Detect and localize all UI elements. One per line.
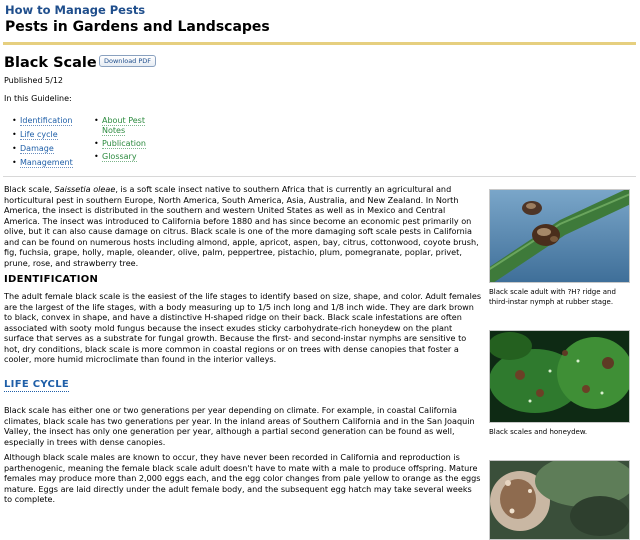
photo-caption-2: Black scales and honeydew. — [489, 428, 588, 436]
bullet-icon: • — [12, 158, 17, 167]
toc-link-identification[interactable]: Identification — [20, 116, 73, 125]
toc-link-management[interactable]: Management — [20, 158, 73, 167]
identification-paragraph: The adult female black scale is the easiest of the life stages to identify based on size, shape, and color. Adult females are the largest of the life stages, with a body measuring up to 1/5 inch long and 1/8 inch wide. They are dark brown to black, convex in shape, and have a distinctive H-shaped ridge on their back. Black scale infestations are often associated with sooty mold fungus because the insect exudes sticky carbohydrate-rich honeydew on the plant surface that serves as a substrate for fungal growth. Because the first- and second-instar nymphs are sensitive to hot, dry conditions, black scale is more common in coastal regions or on trees with dense canopies that foster a cooler, more humid microclimate than found in the interior valleys. — [4, 291, 482, 364]
toc-link-life-cycle[interactable]: Life cycle — [20, 130, 58, 139]
species-name: Saissetia oleae — [54, 184, 116, 194]
toc-item-identification — [12, 116, 92, 126]
honeydew-leaves-photo[interactable] — [489, 330, 630, 423]
site-header — [5, 3, 635, 36]
toc-item-glossary — [94, 152, 164, 162]
bullet-icon: • — [94, 139, 99, 148]
content-divider — [3, 176, 636, 177]
toc-link-about-line2: Notes — [102, 126, 126, 135]
bullet-icon: • — [12, 130, 17, 139]
breadcrumb[interactable]: How to Manage Pests — [5, 3, 146, 17]
intro-before: Black scale, — [4, 184, 55, 194]
toc-item-about-pest-notes — [94, 116, 164, 136]
section-title: Pests in Gardens and Landscapes — [5, 19, 270, 35]
toc-link-about-line1: About Pest — [102, 116, 145, 125]
toc-item-publication — [94, 139, 164, 149]
guideline-toc-left — [12, 116, 92, 172]
toc-item-life-cycle — [12, 130, 92, 140]
photo-caption-1: Black scale adult with ?H? ridge and third-instar nymph at rubber stage. — [489, 288, 616, 306]
bullet-icon: • — [12, 144, 17, 153]
toc-link-glossary[interactable]: Glossary — [102, 152, 137, 161]
intro-paragraph — [4, 184, 482, 268]
black-scale-twig-photo[interactable] — [489, 189, 630, 283]
bullet-icon: • — [94, 152, 99, 161]
photo-figure-3 — [489, 460, 630, 540]
toc-link-publication[interactable]: Publication — [102, 139, 146, 148]
download-pdf-button[interactable]: Download PDF — [99, 55, 156, 67]
life-cycle-paragraph-2: Although black scale males are known to occur, they have never been recorded in California and reproduction is parthenogenic, meaning the female black scale adult doesn't have to mate with a male to produce offspring. Mature females may produce more than 2,000 eggs each, and the egg color changes from pale yellow to orange as the eggs mature. Eggs are laid directly under the adult female body, and the subsequent egg hatch may take several weeks to complete. — [4, 452, 481, 505]
photo-figure-1 — [489, 189, 630, 307]
life-cycle-heading[interactable]: LIFE CYCLE — [4, 378, 70, 390]
main-article — [4, 184, 482, 505]
toc-link-about-pest-notes[interactable] — [102, 116, 145, 136]
photo-figure-2 — [489, 330, 630, 438]
guideline-toc-right — [94, 116, 164, 165]
bullet-icon: • — [12, 116, 17, 125]
page-title: Black Scale — [4, 55, 97, 71]
intro-after: , is a soft scale insect native to southern Africa that is currently an agricultural and horticultural pest in southern Europe, North America, South America, Asia, Australia, and New Zealand. In North America, the insect is distributed in the southern and western United States as well as in Mexico and Central America. The insect was introduced to California before 1880 and has since become an economic pest primarily on olive, but it can also cause damage on citrus. Black scale is one of the more damaging soft scale pests in California and can be found on numerous hosts including almond, apple, apricot, aspen, bay, citrus, cottonwood, coyote brush, fig, fuchsia, grape, holly, maple, oleander, olive, palm, peppertree, pistachio, plum, pomegranate, poplar, privet, prune, rose, and strawberry tree. — [4, 184, 479, 268]
toc-item-management — [12, 158, 92, 168]
header-divider — [3, 42, 636, 45]
in-this-guideline-label: In this Guideline: — [4, 94, 72, 103]
identification-heading: IDENTIFICATION — [4, 274, 99, 285]
published-date: Published 5/12 — [4, 76, 64, 85]
egg-mass-photo[interactable] — [489, 460, 630, 540]
toc-item-damage — [12, 144, 92, 154]
bullet-icon: • — [94, 116, 99, 125]
life-cycle-paragraph-1: Black scale has either one or two generations per year depending on climate. For example, in coastal California climates, black scale has two generations per year. In the inland areas of Southern California and in the San Joaquin Valley, the insect has only one generation per year, although a partial second generation can be found as well, especially in trees with dense canopies. — [4, 405, 475, 447]
toc-link-damage[interactable]: Damage — [20, 144, 54, 153]
